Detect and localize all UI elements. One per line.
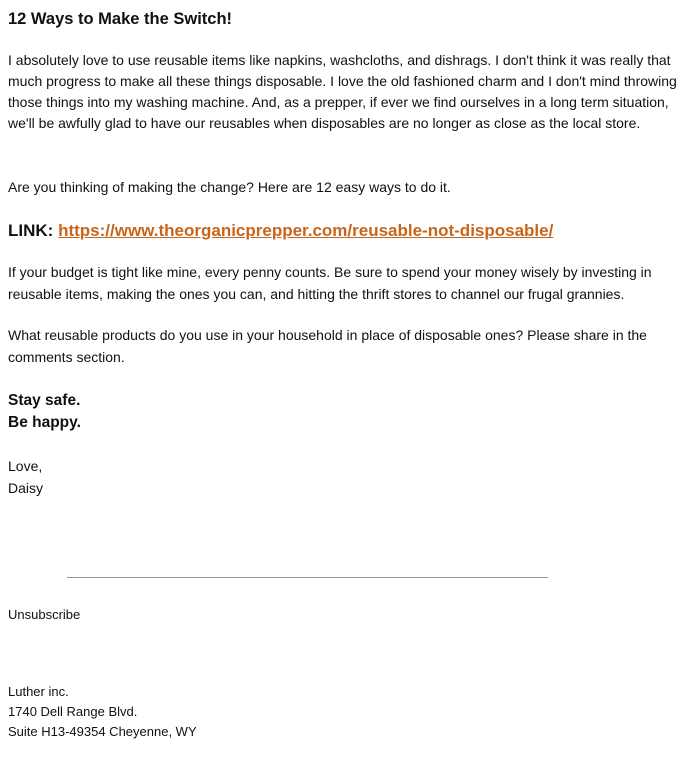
question-paragraph: Are you thinking of making the change? Here are 12 easy ways to do it.: [8, 179, 451, 195]
signoff: [8, 390, 696, 434]
closing-line: Love,: [8, 458, 43, 474]
link-line: [8, 219, 696, 243]
unsubscribe-link[interactable]: Unsubscribe: [8, 607, 81, 622]
budget-paragraph: If your budget is tight like mine, every penny counts. Be sure to spend your money wisely by investing in reusable items, making the ones you can, and hitting the thrift stores to channel our frugal grannies.: [8, 264, 652, 302]
comments-paragraph: What reusable products do you use in your household in place of disposable ones? Please share in the comments section.: [8, 327, 647, 365]
intro-paragraph: I absolutely love to use reusable items like napkins, washcloths, and dishrags. I don't think it was really that much progress to make all these things disposable. I love the old fashioned charm and I don't mind throwing those things into my washing machine. And, as a prepper, if ever we find ourselves in a long term situation, we'll be awfully glad to have our reusables when disposables are no longer as close as the local store.: [8, 52, 677, 131]
footer-address: [8, 682, 696, 742]
email-title: 12 Ways to Make the Switch!: [8, 10, 233, 28]
address-line: Suite H13-49354 Cheyenne, WY: [8, 724, 197, 739]
address-line: Luther inc.: [8, 684, 69, 699]
link-label: LINK:: [8, 221, 54, 240]
footer-divider: [67, 577, 548, 578]
signoff-line: Stay safe.: [8, 392, 81, 409]
signoff-line: Be happy.: [8, 414, 81, 431]
address-line: 1740 Dell Range Blvd.: [8, 704, 138, 719]
closing: [8, 455, 696, 499]
article-link[interactable]: https://www.theorganicprepper.com/reusable-not-disposable/: [58, 221, 554, 240]
closing-signature: Daisy: [8, 480, 44, 496]
